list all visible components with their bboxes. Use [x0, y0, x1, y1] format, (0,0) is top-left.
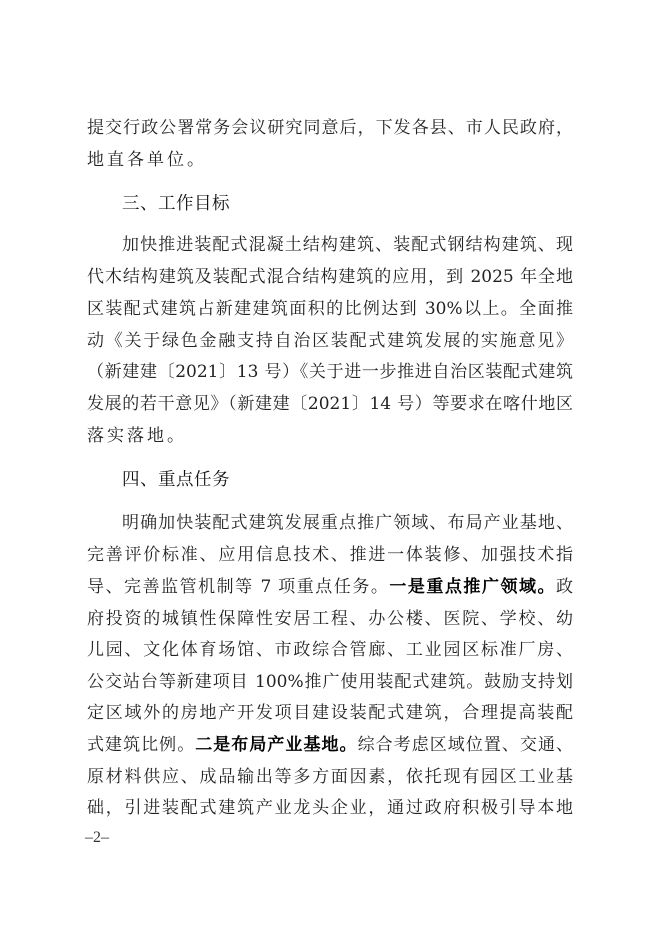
text-line — [87, 424, 573, 448]
text-line — [87, 765, 573, 789]
text-run: 加快推进装配式混凝土结构建筑、装配式钢结构建筑、现 — [122, 235, 573, 255]
text-line — [87, 360, 573, 384]
text-run: 础，引进装配式建筑产业龙头企业，通过政府积极引导本地 — [87, 798, 573, 818]
text-run: 式建筑比例。 — [87, 735, 196, 755]
page-number: –2– — [85, 829, 109, 846]
text-run: 完善评价标准、应用信息技术、推进一体装修、加强技术指 — [87, 545, 573, 565]
text-line — [87, 796, 573, 820]
text-run: 明确加快装配式建筑发展重点推广领域、布局产业基地、 — [122, 513, 573, 533]
text-run: 原材料供应、成品输出等多方面因素，依托现有园区工业基 — [87, 767, 573, 787]
text-run: 四、重点任务 — [122, 470, 230, 490]
text-run: 发展的若干意见》（新建建〔2021〕14 号）等要求在喀什地区 — [87, 394, 573, 414]
text-line — [87, 116, 573, 140]
text-line — [87, 329, 573, 353]
text-run: 儿园、文化体育场馆、市政综合管廊、工业园区标准厂房、 — [87, 640, 573, 660]
text-run: 动《关于绿色金融支持自治区装配式建筑发展的实施意见》 — [87, 331, 573, 351]
text-line — [87, 265, 573, 289]
text-line — [87, 733, 573, 757]
text-line — [122, 511, 573, 535]
text-line — [87, 701, 573, 725]
text-run: 区装配式建筑占新建建筑面积的比例达到 30%以上。全面推 — [87, 299, 573, 319]
text-run: 政 — [556, 577, 574, 597]
text-run: （新建建〔2021〕13 号）《关于进一步推进自治区装配式建筑 — [87, 362, 573, 382]
text-line — [122, 233, 573, 257]
text-line — [87, 392, 573, 416]
bold-lead-phrase: 二是布局产业基地。 — [195, 735, 358, 755]
text-line — [87, 638, 573, 662]
text-run: 三、工作目标 — [122, 194, 230, 214]
text-line — [87, 607, 573, 631]
text-run: 综合考虑区域位置、交通、 — [357, 735, 574, 755]
text-run: 落实落地。 — [87, 426, 187, 446]
text-run: 代木结构建筑及装配式混合结构建筑的应用，到 2025 年全地 — [87, 267, 573, 287]
text-run: 导、完善监管机制等 7 项重点任务。 — [87, 577, 390, 597]
text-run: 府投资的城镇性保障性安居工程、办公楼、医院、学校、幼 — [87, 609, 573, 629]
text-run: 地直各单位。 — [87, 150, 207, 170]
text-run: 定区域外的房地产开发项目建设装配式建筑，合理提高装配 — [87, 703, 573, 723]
text-line — [87, 297, 573, 321]
text-line — [87, 543, 573, 567]
text-line — [87, 148, 573, 172]
section-heading — [122, 192, 573, 216]
text-line — [87, 670, 573, 694]
text-run: 公交站台等新建项目 100%推广使用装配式建筑。鼓励支持划 — [87, 672, 573, 692]
text-line — [87, 575, 573, 599]
text-run: 提交行政公署常务会议研究同意后，下发各县、市人民政府， — [87, 118, 573, 138]
section-heading — [122, 468, 573, 492]
bold-lead-phrase: 一是重点推广领域。 — [389, 577, 557, 597]
